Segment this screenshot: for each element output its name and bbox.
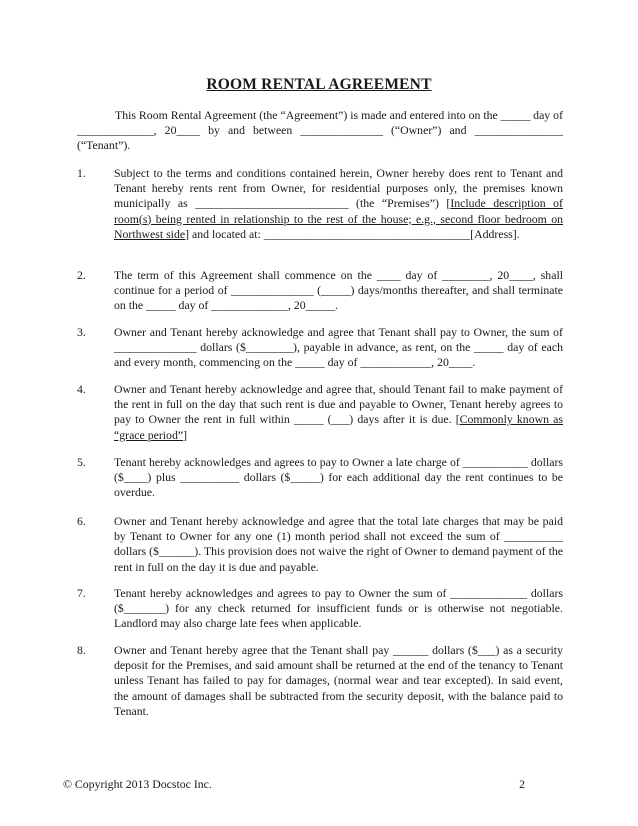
clause-number: 1. (77, 166, 86, 180)
clause-number: 2. (77, 268, 86, 282)
clause-note: Commonly known as “grace period” (114, 412, 563, 442)
clause-number: 5. (77, 455, 86, 469)
clause-text: Owner and Tenant hereby acknowledge and agree that, should Tenant fail to make payment of the rent in full on the day that such rent is due and payable to Owner, Tenant hereby agrees to pay to Owner the rent in full within _____ (___) days after it is due. [Commonly known as “grace period”] (114, 382, 563, 442)
clause-4 (77, 382, 563, 443)
clause-text: Owner and Tenant hereby acknowledge and agree that the total late charges that may be paid by Tenant to Owner for any one (1) month period shall not exceed the sum of __________ dollars ($______). This provision does not waive the right of Owner to demand payment of the rent in full on the day it is due and payable. (114, 514, 563, 574)
clause-note: Include description of room(s) being rented in relationship to the rest of the house; e.g., second floor bedroom on Northwest side (114, 196, 563, 241)
clause-number: 6. (77, 514, 86, 528)
clause-text: Owner and Tenant hereby acknowledge and agree that Tenant shall pay to Owner, the sum of ______________ dollars ($________), payable in advance, as rent, on the _____ day of each and every month, commencing on the _____ day of ____________, 20____. (114, 325, 563, 370)
clause-2 (77, 268, 563, 314)
clause-text: Tenant hereby acknowledges and agrees to pay to Owner a late charge of ___________ dollars ($____) plus __________ dollars ($_____) for each additional day the rent continues to be overdue. (114, 455, 563, 500)
clause-text: Subject to the terms and conditions contained herein, Owner hereby does rent to Tenant and Tenant hereby rents rent from Owner, for residential purposes only, the premises known municipally as __________________________ (the “Premises”) [Include description of room(s) being rented in relationship to the rest of the house; e.g., second floor bedroom on Northwest side] and located at: ___________________________________[Address]. (114, 166, 563, 241)
clause-number: 7. (77, 586, 86, 600)
clause-5 (77, 455, 563, 501)
copyright-notice: © Copyright 2013 Docstoc Inc. (63, 777, 212, 791)
document-title: ROOM RENTAL AGREEMENT (206, 76, 432, 93)
clause-text: Tenant hereby acknowledges and agrees to pay to Owner the sum of _____________ dollars ($_______) for any check returned for insufficient funds or is otherwise not negotiable. Landlord may also charge late fees when applicable. (114, 586, 563, 631)
clause-8 (77, 643, 563, 719)
clause-1 (77, 166, 563, 242)
page-footer (63, 777, 525, 792)
clause-7 (77, 586, 563, 632)
clause-number: 3. (77, 325, 86, 339)
clause-number: 8. (77, 643, 86, 657)
clause-number: 4. (77, 382, 86, 396)
clause-6 (77, 514, 563, 575)
page-number: 2 (519, 777, 525, 791)
intro-paragraph: This Room Rental Agreement (the “Agreement”) is made and entered into on the _____ day of _____________, 20____ by and between ______________ (“Owner”) and _______________ (“Tenant”). (77, 108, 563, 153)
clause-text: The term of this Agreement shall commence on the ____ day of ________, 20____, shall continue for a period of ______________ (_____) days/months thereafter, and shall terminate on the _____ day of _____________, 20_____. (114, 268, 563, 313)
clause-3 (77, 325, 563, 371)
clause-text: Owner and Tenant hereby agree that the Tenant shall pay ______ dollars ($___) as a security deposit for the Premises, and said amount shall be returned at the end of the tenancy to Tenant unless Tenant has failed to pay for damages, (normal wear and tear excepted). In said event, the amount of damages shall be subtracted from the security deposit, with the balance paid to Tenant. (114, 643, 563, 718)
